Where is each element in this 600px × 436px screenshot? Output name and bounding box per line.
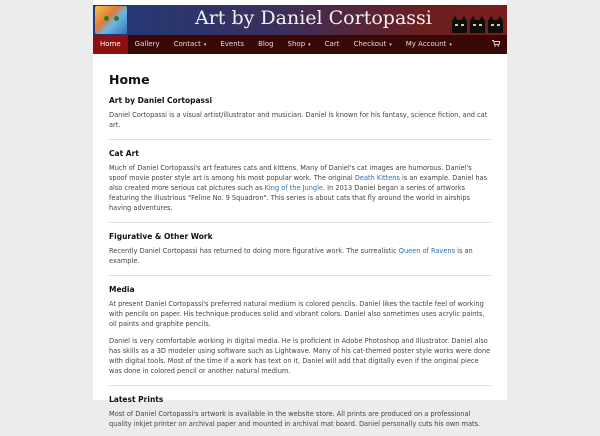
section-heading: Media: [109, 285, 135, 294]
black-cat-icon: [470, 20, 485, 33]
nav-label: Contact: [173, 40, 201, 48]
nav-item-cart[interactable]: [318, 35, 347, 54]
chevron-down-icon: ▾: [389, 42, 392, 48]
section-divider: [109, 275, 491, 276]
black-cat-icon: [488, 20, 503, 33]
paragraph-text: Much of Daniel Cortopassi's art features cats and kittens. Many of Daniel's cat images are humorous. Daniel's spoof movie poster style art is among his most popular work. The original: [109, 164, 472, 182]
logo-eye-left: [104, 16, 109, 21]
site-title[interactable]: Art by Daniel Cortopassi: [195, 7, 432, 29]
section-paragraph: Daniel is very comfortable working in digital media. He is proficient in Adobe Photoshop and Illustrator. Daniel also has skills as a 3D modeler using software such as Lightwave. Many of his cat-themed poster style works were done with digital tools. Most of the time if a work has text on it, Daniel will add that digitally even if the original piece was done in colored pencil or another natural medium.: [109, 337, 491, 375]
section-paragraph: [109, 246, 491, 266]
main-content: [109, 72, 491, 436]
logo-eye-right: [114, 16, 119, 21]
paragraph-text: . In 2013 Daniel began a series of artworks featuring the illustrious "Feline No. 9 Squadron". This series is about cats that fly around the world in airships having adventures.: [109, 184, 471, 212]
chevron-down-icon: ▾: [449, 42, 452, 48]
paragraph-text: is an example. Daniel has also created more serious cat pictures such as: [109, 174, 488, 192]
chevron-down-icon: ▾: [308, 42, 311, 48]
nav-label: Cart: [324, 40, 340, 48]
nav-item-contact[interactable]: [167, 35, 214, 54]
nav-item-events[interactable]: [213, 35, 251, 54]
nav-item-checkout[interactable]: [346, 35, 398, 54]
black-cat-icon: [452, 20, 467, 33]
nav-label: Home: [100, 40, 121, 48]
section-heading: Cat Art: [109, 149, 139, 158]
chevron-down-icon: ▾: [203, 42, 207, 48]
nav-item-my-account[interactable]: [399, 35, 459, 54]
paragraph-text: is an example.: [109, 247, 473, 265]
section-paragraph: [109, 163, 491, 213]
section-heading: Latest Prints: [109, 395, 164, 404]
section-paragraph: Daniel Cortopassi is a visual artist/illustrator and musician. Daniel is known for his fantasy, science fiction, and cat art.: [109, 111, 488, 129]
section-divider: [109, 385, 491, 386]
nav-item-home[interactable]: [93, 35, 128, 54]
nav-item-gallery[interactable]: [128, 35, 167, 54]
main-nav: [93, 35, 507, 54]
cart-icon[interactable]: [485, 40, 507, 49]
banner-cats-decoration: [452, 20, 503, 35]
nav-label: Checkout: [353, 40, 387, 48]
site-banner: [93, 5, 507, 35]
site-logo-cat[interactable]: [95, 6, 127, 34]
nav-label: Events: [220, 40, 245, 48]
nav-label: Gallery: [134, 40, 160, 48]
section-divider: [109, 222, 491, 223]
section-paragraph: Most of Daniel Cortopassi's artwork is available in the website store. All prints are produced on a professional quality inkjet printer on archival paper and mounted in archival mat board. Daniel personally cuts his own mats.: [109, 410, 481, 428]
cart-icon-svg: [492, 40, 500, 47]
section-divider: [109, 139, 491, 140]
nav-label: Blog: [258, 40, 274, 48]
link-queen-of-ravens[interactable]: Queen of Ravens: [398, 247, 456, 255]
link-king-of-the-jungle[interactable]: King of the Jungle: [264, 184, 323, 192]
nav-label: Shop: [287, 40, 306, 48]
section-heading: Art by Daniel Cortopassi: [109, 96, 213, 105]
nav-item-shop[interactable]: [281, 35, 318, 54]
section-heading: Figurative & Other Work: [109, 232, 213, 241]
link-death-kittens[interactable]: Death Kittens: [354, 174, 400, 182]
nav-label: My Account: [405, 40, 447, 48]
page-wrapper: [93, 0, 507, 428]
page-title: Home: [109, 72, 150, 87]
paragraph-text: Recently Daniel Cortopassi has returned to doing more figurative work. The surrealistic: [109, 247, 399, 255]
nav-item-blog[interactable]: [251, 35, 280, 54]
section-paragraph: At present Daniel Cortopassi's preferred natural medium is colored pencils. Daniel likes the tactile feel of working with pencils on paper. His technique produces solid and vibrant colors. Daniel also sometimes uses acrylic paints, oil paints and graphite pencils.: [109, 300, 485, 328]
